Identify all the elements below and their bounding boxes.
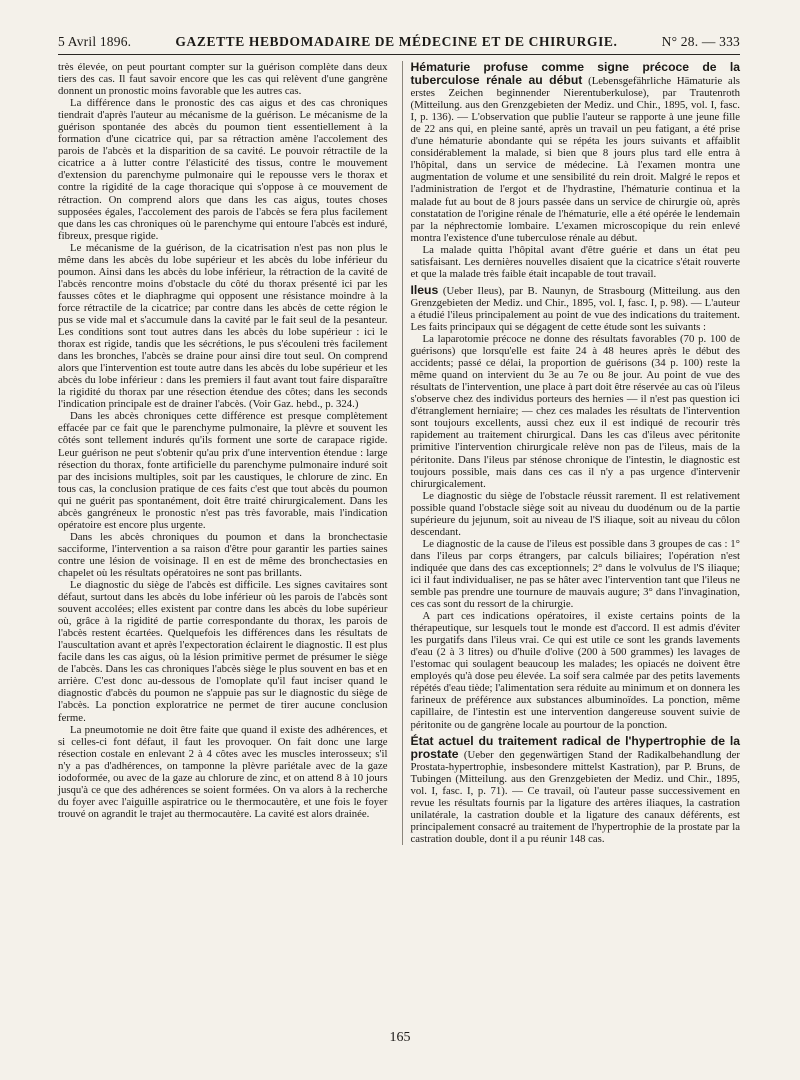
page-folio: 165 [389, 1030, 411, 1045]
article-paragraph: Le diagnostic de la cause de l'ileus est possible dans 3 groupes de cas : 1° dans l'ileus par corps étrangers, par calculs biliaires; l'opération n'est indiquée que dans des cas exceptionnels; 2° dans le volvulus de l'S iliaque; ici il faut individualiser, ne pas se hâter avec l'intervention tant que l'ileus ne semble pas prendre une tournure de mauvais augure; 3° dans l'invagination, ces cas sont du ressort de la chirurgie. [410, 537, 740, 611]
article-paragraph: La malade quitta l'hôpital avant d'être guérie et dans un état peu satisfaisant. Les dernières nouvelles disaient que la cicatrice s'était rouverte et que la malade très faible était incapable de tout travail. [410, 243, 740, 280]
left-paragraph-3: Le mécanisme de la guérison, de la cicatrisation n'est pas non plus le même dans les abcès du lobe supérieur et les abcès du lobe inférieur du poumon. Ainsi dans les abcès du lobe inférieur, la rétraction de la cavité de l'abcès rencontre moins d'obstacle du côté du thorax présenté ici par les fausses côtes et le diaphragme qui opposent une résistance moindre à la force rétractile de la cicatrice; par contre dans les abcès de cette région le pus se vide mal et s'accumule dans la cavité par le fait seul de la pesanteur. Les conditions sont tout autres dans les abcès du lobe supérieur : ici le thorax est rigide, tandis que les sécrétions, le pus s'écouleni très facilement dans les bronches, l'abcès se draine pour ainsi dire tout seul. On comprend alors que l'intervention est toute autre dans les abcès du lobe supérieur et les abcès du lobe inférieur : dans les premiers il faut avant tout faire disparaître la rigidité du thorax par une résection étendue des côtes; dans les seconds l'indication principale est de drainer l'abcès. (Voir Gaz. hebd., p. 324.) [58, 241, 388, 411]
article-hematurie [411, 61, 741, 244]
left-column [58, 61, 388, 845]
article-intro: (Ueber den gegenwärtigen Stand der Radikalbehandlung der Prostata-hypertrophie, insbesondere mittelst Kastration), par P. Bruns, de Tubingen (Mitteilung. aus den Grenzgebieten der Mediz. und Chir., 1895, vol. I, fasc. I, p. 71). — Ce travail, où l'auteur passe successivement en revue les résultats fournis par la ligature des artères iliaques, la castration unilatérale, la castration double et la ligature des canaux déférents, est principalement consacré au traitement de l'hypertrophie de la prostate par la castration double, dont il a pu réunir 148 cas. [410, 748, 740, 845]
article-prostate [411, 735, 741, 845]
article-title: État actuel du traitement radical de l'hypertrophie de la prostate [410, 733, 740, 761]
article-intro: (Ueber Ileus), par B. Naunyn, de Strasbourg (Mitteilung. aus den Grenzgebieten der Mediz. und Chir., 1895, vol. I, fasc. I, p. 98). — L'auteur a étudié l'ileus principalement au point de vue des indications du traitement. Les faits principaux qui se dégagent de cette étude sont les suivants : [410, 284, 740, 333]
header-journal-title: GAZETTE HEBDOMADAIRE DE MÉDECINE ET DE CHIRURGIE. [175, 34, 618, 49]
article-paragraph: A part ces indications opératoires, il existe certains points de la thérapeutique, sur lesquels tout le monde est d'accord. Il est admis d'éviter les purgatifs dans l'ileus vrai. Ce qui est utile ce sont les grands lavements d'eau (2 à 3 litres) ou d'huile d'olive (200 à 500 grammes) les lavages de l'estomac qui soulagent beaucoup les malades; les opiacés ne doivent être employés qu'à dose peu élevée. La soif sera calmée par des petits lavements répétés d'eau tiède; l'alimentation sera réduite au minimum et on donnera les farineux de préférence aux substances albuminoïdes. La ponction, même capillaire, de l'intestin est une intervention dangereuse souvent suivie de péritonite ou de gangrène locale au pourtour de la ponction. [410, 610, 740, 731]
running-header [58, 34, 740, 55]
left-paragraph-2: La différence dans le pronostic des cas aigus et des cas chroniques tiendrait d'après l'auteur au mécanisme de la guérison. Le mécanisme de la guérison spontanée des abcès du poumon tient essentiellement à la formation d'une cicatrice qui, par sa rétraction amène l'accolement des parois de l'abcès et la disparition de sa cavité. Le pouvoir rétractile de la cicatrice a à lutter contre l'élasticité des tissus, contre le mouvement d'extension du parenchyme pulmonaire qui le repousse vers le thorax et contre la rigidité de la cage thoracique qui s'oppose à ce mouvement de rétraction. On comprend alors que dans les cas aigus, toutes choses supposées égales, l'accolement des parois de l'abcès se fera plus facilement que dans les cas chroniques où le parenchyme qui entoure l'abcès est induré, fibreux, presque rigide. [58, 97, 388, 242]
article-ileus [411, 284, 741, 333]
left-paragraph-1: très élevée, on peut pourtant compter sur la guérison complète dans deux tiers des cas. Il faut savoir encore que les cas qui relèvent d'une gangrène donnent un pronostic moins favorable que les autres cas. [58, 61, 388, 98]
left-paragraph-5: Dans les abcès chroniques du poumon et dans la bronchectasie sacciforme, l'intervention a sa raison d'être pour garantir les parties saines contre une lésion de voisinage. Il en est de même des bronchectasies en chapelet où les résultats opératoires ne sont pas brillants. [58, 530, 388, 579]
article-intro: (Lebensgefährliche Hämaturie als erstes Zeichen beginnender Nierentuberkulose), par Trautenroth (Mitteilung. aus den Grenzgebieten der Mediz. und Chir., 1895, vol. I, fasc. I, p. 136). — L'observation que publie l'auteur se rapporte à une jeune fille de 22 ans qui, en pleine santé, après un travail un peu fatigant, a été prise d'une hématurie abondante qui se répéta les jours suivants et affaiblit considérablement la malade, si bien que 8 jours plus tard elle entra à l'hôpital, dans un service de médecine. Là l'examen montra une augmentation de volume et une sensibilité du rein droit. Malgré le repos et l'administration de l'ergot et de l'hydrastine, l'hématurie continua et la malade fut au bout de 8 jours passée dans un service de chirurgie où, après constatation de l'origine rénale de l'hématurie, elle a été opérée le lendemain par la néphrectomie lombaire. L'examen microscopique du rein enlevé montra l'existence d'une tuberculose rénale au début. [410, 75, 740, 244]
article-paragraph: La laparotomie précoce ne donne des résultats favorables (70 p. 100 de guérisons) que lorsqu'elle est faite 24 à 48 heures après le début des accidents; passé ce délai, la proportion de guérisons (34 p. 100) reste la même quand on intervient du 3e au 7e ou 8e jour. Au point de vue des résultats de l'intervention, une place à part doit être réservée au cas où l'ileus s'observe chez des individus porteurs des hernies — il n'est pas question ici d'étranglement herniaire; — chez ces malades les résultats de l'intervention sont toujours excellents, aussi chez eux il est indiqué de recourir très rapidement au traitement chirurgical. Dans les cas d'ileus avec péritonite primitive l'intervention chirurgicale relève non pas de l'ileus, mais de la péritonite. Dans l'ileus par sténose chronique de l'intestin, le diagnostic est toujours possible, mais dans ces cas il n'y a pas urgence d'intervenir chirurgicalement. [410, 333, 740, 490]
article-title: Hématurie profuse comme signe précoce de la tuberculose rénale au début [410, 60, 740, 88]
right-column [402, 61, 741, 845]
article-title: Ileus [410, 282, 439, 297]
left-paragraph-7: La pneumotomie ne doit être faite que quand il existe des adhérences, et si celles-ci font défaut, il faut les provoquer. On fait donc une large résection costale en enlevant 2 à 4 côtes avec les muscles interosseux; s'il n'y a pas d'adhérences, on tamponne la plèvre pariétale avec de la gaze iodoformée, ou avec de la gaze au chlorure de zinc, et on attend 8 à 10 jours jusqu'à ce que des adhérences se soient formées. On va alors à la recherche du foyer avec l'aiguille aspiratrice ou le thermocautère, et une fois le foyer trouvé on agrandit le trajet au thermocautère. La cavité est alors drainée. [58, 723, 388, 820]
left-paragraph-6: Le diagnostic du siège de l'abcès est difficile. Les signes cavitaires sont défaut, surtout dans les abcès du lobe inférieur où les parois de l'abcès sont souvent accolées; elles existent par contre dans les abcès du lobe supérieur où, grâce à la rigidité de partie correspondante du thorax, les parois de l'abcès restent écartées. Quelquefois les différences dans les résultats de l'auscultation avant et après l'expectoration éclairent le diagnostic. Il est plus facile dans les cas aigus, où la lésion primitive permet de présumer le siège de l'abcès. Dans les cas chroniques l'abcès siège le plus souvent en bas et en arrière. C'est donc au-dessous de l'omoplate qu'il faut inciser quand le diagnostic d'abcès du poumon ne s'appuie pas sur le diagnostic du siège de l'abcès. La ponction exploratrice ne permet de tirer aucune conclusion ferme. [58, 579, 388, 724]
header-date: 5 Avril 1896. [58, 34, 132, 49]
article-paragraph: Le diagnostic du siège de l'obstacle réussit rarement. Il est relativement possible quand l'obstacle siège soit au niveau du duodénum ou de la partie supérieure du jejunum, soit au niveau de l'S iliaque, soit au niveau du côlon descendant. [410, 489, 740, 538]
header-issue-page: N° 28. — 333 [661, 34, 740, 49]
left-paragraph-4: Dans les abcès chroniques cette différence est presque complètement effacée par ce fait que le parenchyme pulmonaire, la plèvre et souvent les côtés sont tellement indurés qu'ils forment une sorte de carapace rigide. Leur guérison ne peut s'obtenir qu'au prix d'une intervention étendue : large résection du thorax, fonte artificielle du parenchyme pulmonaire induré soit par des incisions multiples, soit par les caustiques, le chlorure de zinc. En tous cas, la conclusion pratique de ces faits c'est que tout abcès du poumon qui ne guérit pas spontanément, doit être traité chirurgicalement. Dans les abcès gangréneux le pronostic n'est pas très favorable, mais l'indication opératoire est encore plus urgente. [58, 410, 388, 531]
two-column-body [58, 61, 740, 845]
